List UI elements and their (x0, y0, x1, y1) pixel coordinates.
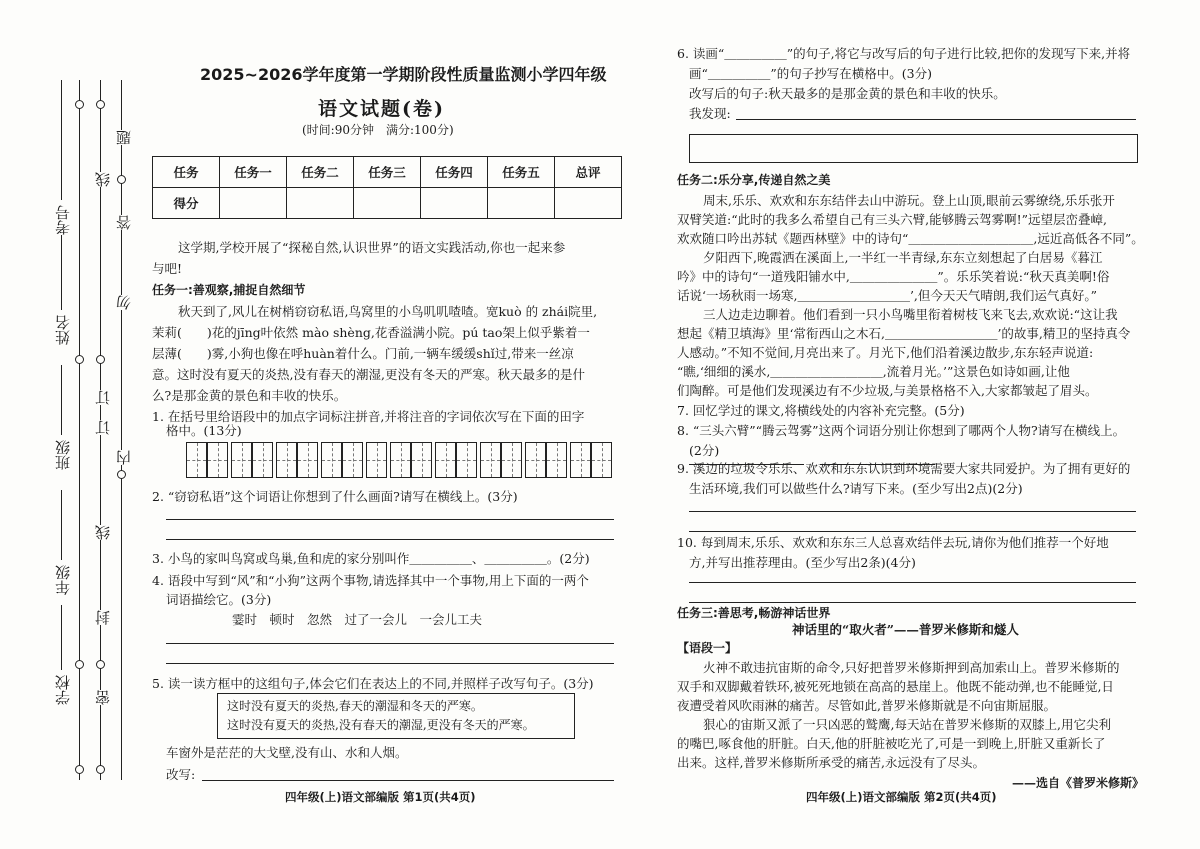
label-xingming: 姓名 (54, 315, 72, 345)
task3-title: 任务三:善思考,畅游神话世界 (677, 606, 831, 620)
task2-passage-line: “瞧,‘细细的溪水,＿＿＿＿＿＿＿＿＿,流着月光。’”这景色如诗如画,让他 (677, 364, 1070, 379)
task2-passage-line: 欢欢随口吟出苏轼《题西林壁》中的诗句“＿＿＿＿＿＿＿＿＿＿,远近高低各不同”。 (677, 231, 1144, 246)
answer-line[interactable] (689, 582, 1136, 583)
question-8-line-1: 8. “三头六臂”“腾云驾雾”这两个词语分别让你想到了哪两个人物?请写在横线上。 (677, 423, 1126, 438)
question-7: 7. 回忆学过的课文,将横线处的内容补充完整。(5分) (677, 403, 965, 418)
question-6-line-4: 我发现: (689, 106, 731, 121)
question-6-line-3: 改写后的句子:秋天最多的是那金黄的景色和丰收的快乐。 (689, 86, 1006, 101)
task2-passage-line: 吟》中的诗句“一道残阳铺水中,＿＿＿＿＿＿＿”。乐乐笑着说:“秋天真美啊!俗 (677, 269, 1110, 284)
question-4-line-1: 4. 语段中写到“风”和“小狗”这两个事物,请选择其中一个事物,用上下面的一两个 (152, 573, 589, 588)
task3-passage-line: 的嘴巴,啄食他的肝脏。白天,他的肝脏被吃光了,可是一到晚上,肝脏又重新长了 (677, 736, 1106, 751)
task3-passage-line: 出来。这样,普罗米修斯所承受的痛苦,永远没有了尽头。 (677, 755, 985, 770)
question-4-line-2: 词语描绘它。(3分) (166, 592, 272, 607)
score-table (152, 156, 622, 219)
score-cell-header: 任务五 (488, 157, 555, 188)
task3-passage-line: 夜遭受着风吹雨淋的痛苦。尽管如此,普罗米修斯就是不向宙斯屈服。 (677, 698, 1056, 713)
task2-passage-line: 们陶醉。可是他们发现溪边有不少垃圾,与美景格格不入,大家都皱起了眉头。 (677, 383, 1098, 398)
seal-word-wu: 勿 (115, 295, 133, 310)
question-10-line-2: 方,并写出推荐理由。(至少写出2条)(4分) (689, 555, 916, 570)
seal-word-da: 答 (115, 215, 133, 230)
score-cell: 得分 (153, 188, 220, 219)
box-sentence-1: 这时没有夏天的炎热,春天的潮湿和冬天的严寒。 (227, 699, 483, 713)
question-9-line-2: 生活环境,我们可以做些什么?请写下来。(至少写出2点)(2分) (689, 481, 1023, 496)
task2-passage-line: 周末,乐乐、欢欢和东东结伴去山中游玩。登上山顶,眼前云雾缭绕,乐乐张开 (703, 193, 1115, 208)
seal-word-mi: 密 (94, 690, 112, 705)
score-cell-header: 任务四 (421, 157, 488, 188)
question-10-line-1: 10. 每到周末,乐乐、欢欢和东东三人总喜欢结伴去玩,请你为他们推荐一个好地 (677, 535, 1109, 550)
seal-word-ding-2: 订 (94, 390, 112, 405)
score-cell[interactable] (287, 188, 354, 219)
task2-passage-line: 人感动。”不知不觉间,月亮出来了。月光下,他们沿着溪边散步,东东轻声说道: (677, 345, 1094, 360)
score-cell[interactable] (421, 188, 488, 219)
passage-line: 么?是那金黄的景色和丰收的快乐。 (152, 388, 347, 403)
passage-source: ——选自《普罗米修斯》 (1012, 776, 1145, 790)
answer-line[interactable] (166, 643, 614, 644)
score-table-row (153, 188, 622, 219)
score-cell[interactable] (488, 188, 555, 219)
seal-word-ti: 题 (115, 130, 133, 145)
question-1-line-2: 格中。(13分) (166, 423, 242, 438)
question-5-sentence: 车窗外是茫茫的大戈壁,没有山、水和人烟。 (166, 745, 408, 760)
section-label: 【语段一】 (677, 641, 738, 655)
task3-passage-line: 火神不敢违抗宙斯的命令,只好把普罗米修斯押到高加索山上。普罗米修斯的 (703, 660, 1120, 675)
page-2-footer: 四年级(上)语文部编版 第2页(共4页) (806, 790, 997, 804)
passage-line: 茉莉( )花的jīng叶依然 mào shèng,花香溢满小院。pú tao架上似乎紫着一 (152, 325, 590, 340)
question-9-line-1: 9. 溪边的垃圾令乐乐、欢欢和东东认识到环境需要大家共同爱护。为了拥有更好的 (677, 461, 1131, 476)
score-cell-header: 总评 (555, 157, 622, 188)
seal-word-ding: 订 (94, 420, 112, 435)
seal-word-xian: 线 (94, 172, 112, 187)
question-4-words: 霎时 顿时 忽然 过了一会儿 一会儿工夫 (232, 612, 483, 627)
sentence-box (217, 693, 575, 739)
seal-word-xian-2: 线 (94, 525, 112, 540)
task1-title: 任务一:善观察,捕捉自然细节 (152, 283, 306, 297)
task3-passage-line: 狠心的宙斯又派了一只凶恶的鹫鹰,每天站在普罗米修斯的双膝上,用它尖利 (703, 717, 1111, 732)
task2-passage-line: 想起《精卫填海》里‘常衔西山之木石,＿＿＿＿＿＿＿＿＿’的故事,精卫的坚持真令 (677, 326, 1131, 341)
box-sentence-2: 这时没有夏天的炎热,没有春天的潮湿,更没有冬天的严寒。 (227, 718, 535, 732)
question-6-line-2: 画“＿＿＿＿＿”的句子抄写在横格中。(3分) (689, 66, 932, 81)
label-banji: 班级 (54, 440, 72, 470)
answer-line[interactable] (166, 519, 614, 520)
intro-line-1: 这学期,学校开展了“探秘自然,认识世界”的语文实践活动,你也一起来参 (178, 240, 566, 255)
page-1-footer: 四年级(上)语文部编版 第1页(共4页) (285, 790, 476, 804)
exam-title: 2025~2026学年度第一学期阶段性质量监测小学四年级 (200, 65, 607, 84)
question-6-line-1: 6. 读画“＿＿＿＿＿”的句子,将它与改写后的句子进行比较,把你的发现写下来,并将 (677, 46, 1131, 61)
label-kaohao: 考号 (54, 205, 72, 235)
label-nianji: 年级 (54, 565, 72, 595)
question-5: 5. 读一读方框中的这组句子,体会它们在表达上的不同,并照样子改写句子。(3分) (152, 676, 594, 691)
label-xuexiao: 学校 (54, 675, 72, 705)
score-cell-header: 任务一 (220, 157, 287, 188)
task2-passage-line: 夕阳西下,晚霞洒在溪面上,一半红一半青绿,东东立刻想起了白居易《暮江 (703, 250, 1103, 265)
answer-line[interactable] (166, 663, 614, 664)
task3-passage-line: 双手和双脚戴着铁环,被死死地锁在高高的悬崖上。他既不能动弹,也不能睡觉,日 (677, 679, 1114, 694)
score-table-header (153, 157, 622, 188)
exam-subtitle: 语文试题(卷) (318, 98, 445, 120)
score-cell-header: 任务二 (287, 157, 354, 188)
question-2: 2. “窃窃私语”这个词语让你想到了什么画面?请写在横线上。(3分) (152, 489, 518, 504)
answer-line[interactable] (689, 511, 1136, 512)
passage-line: 意。这时没有夏天的炎热,没有春天的潮湿,更没有冬天的严寒。秋天最多的是什 (152, 367, 585, 382)
intro-line-2: 与吧! (152, 261, 183, 276)
task2-title: 任务二:乐分享,传递自然之美 (677, 173, 831, 187)
task2-passage-line: 话说‘一场秋雨一场寒,＿＿＿＿＿＿＿＿＿’,但今天天气晴朗,我们运气真好。” (677, 288, 1098, 303)
time-info: (时间:90分钟 满分:100分) (302, 123, 454, 137)
answer-line[interactable] (736, 119, 1136, 120)
passage-line: 秋天到了,风儿在树梢窃窃私语,鸟窝里的小鸟叽叽喳喳。宽kuò 的 zhái院里, (178, 304, 598, 319)
question-5-rewrite-label: 改写: (166, 767, 196, 782)
score-cell-header: 任务 (153, 157, 220, 188)
task2-passage-line: 三人边走边聊着。他们看到一只小鸟嘴里衔着树枝飞来飞去,欢欢说:“这让我 (703, 307, 1118, 322)
score-cell-header: 任务三 (354, 157, 421, 188)
passage-line: 层薄( )雾,小狗也像在呼huàn着什么。门前,一辆车缓缓shǐ过,带来一丝凉 (152, 346, 574, 361)
question-8-line-2: (2分) (689, 443, 720, 458)
task2-passage-line: 双臂笑道:“此时的我多么希望自己有三头六臂,能够腾云驾雾啊!”远望层峦叠嶂, (677, 212, 1107, 227)
question-1-line-1: 1. 在括号里给语段中的加点字词标注拼音,并将注音的字词依次写在下面的田字 (152, 409, 585, 424)
task3-heading: 神话里的“取火者”——普罗米修斯和燧人 (792, 622, 1019, 637)
rewrite-answer-line[interactable] (202, 780, 614, 781)
score-cell[interactable] (354, 188, 421, 219)
score-cell[interactable] (220, 188, 287, 219)
copy-sentence-box[interactable] (689, 134, 1138, 163)
score-cell[interactable] (555, 188, 622, 219)
seal-word-feng: 封 (94, 610, 112, 625)
answer-line[interactable] (166, 539, 614, 540)
seal-word-nei: 内 (115, 450, 133, 465)
question-3: 3. 小鸟的家叫鸟窝或鸟巢,鱼和虎的家分别叫作＿＿＿＿＿、＿＿＿＿＿。(2分) (152, 551, 590, 566)
